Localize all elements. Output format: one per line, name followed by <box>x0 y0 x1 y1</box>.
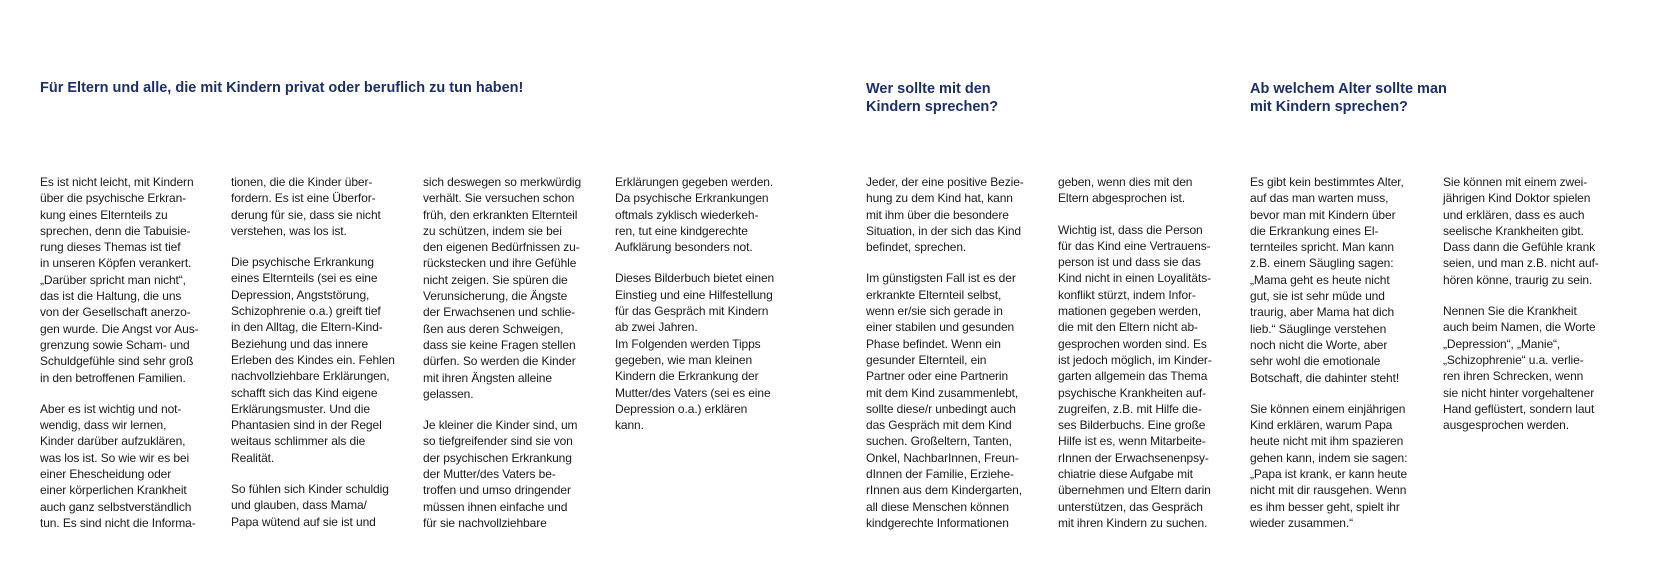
paragraph: Im günstigsten Fall ist es der erkrankte Elternteil selbst, wenn er/sie sich gerade in einer stabilen und gesunden Phase befindet. Wenn ein gesunder Elternteil, ein Partner oder eine Partnerin mit dem Kind zusammenlebt, sollte diese/r unbedingt auch das Gespräch mit dem Kind suchen. Großeltern, Tanten, Onkel, NachbarInnen, Freun- dInnen der Familie, Erziehe- rInnen aus dem Kindergarten, all diese Menschen können kindgerechte Informationen <box>866 271 1022 530</box>
paragraph: Es ist nicht leicht, mit Kindern über die psychische Erkran- kung eines Elternteils zu sprechen, denn die Tabuisie- rung dieses Themas ist tief in unseren Köpfen verankert. „Darüber spricht man nicht“, das ist die Haltung, die uns von der Gesellschaft anerzo- gen wurde. Die Angst vor Aus- grenzung sowie Scham- und Schuldgefühle sind sehr groß in den betroffenen Familien. <box>40 175 199 385</box>
text-column-6 <box>1058 174 1238 546</box>
paragraph: sich deswegen so merkwürdig verhält. Sie versuchen schon früh, den erkrankten Elternteil zu schützen, indem sie bei den eigenen Bedürfnissen zu- rückstecken und ihre Gefühle nicht zeigen. Sie spüren die Verunsicherung, die Ängste der Erwachsenen und schlie- ßen aus deren Schweigen, dass sie keine Fragen stellen dürfen. So werden die Kinder mit ihren Ängsten alleine gelassen. <box>423 175 582 401</box>
paragraph: Erklärungen gegeben werden. Da psychische Erkrankungen oftmals zyklisch wiederkeh- ren, tut eine kindgerechte Aufklärung besonders not. <box>615 175 774 255</box>
paragraph: Jeder, der eine positive Bezie- hung zu dem Kind hat, kann mit ihm über die besondere Situation, in der sich das Kind befindet, sprechen. <box>866 175 1024 255</box>
paragraph: Sie können einem einjährigen Kind erklären, warum Papa heute nicht mit ihm spazieren gehen kann, indem sie sagen: „Papa ist krank, er kann heute nicht mit dir rausgehen. Wenn es ihm besser geht, spielt ihr wieder zusammen.“ <box>1250 401 1408 530</box>
paragraph: Sie können mit einem zwei- jährigen Kind Doktor spielen und erklären, dass es auch seelische Krankheiten gibt. Dass dann die Gefühle krank seien, und man z.B. nicht auf- hören könne, traurig zu sein. <box>1443 175 1599 287</box>
paragraph: Es gibt kein bestimmtes Alter, auf das man warten muss, bevor man mit Kindern über die Erkrankung eines El- ternteiles spricht. Man kann z.B. einem Säugling sagen: „Mama geht es heute nicht gut, sie ist sehr müde und traurig, aber Mama hat dich lieb.“ Säuglinge verstehen noch nicht die Worte, aber sehr wohl die emotionale Botschaft, die dahinter steht! <box>1250 175 1404 385</box>
text-column-8 <box>1443 174 1623 448</box>
paragraph: Die psychische Erkrankung eines Elternteils (sei es eine Depression, Angststörung, Schizophrenie o.a.) greift tief in den Alltag, die Eltern-Kind- Beziehung und das innere Erleben des Kindes ein. Fehlen nachvollziehbare Erklärungen, schafft sich das Kind eigene Erklärungsmuster. Und die Phantasien sind in der Regel weitaus schlimmer als die Realität. <box>231 255 395 465</box>
paragraph: Je kleiner die Kinder sind, um so tiefgreifender sind sie von der psychischen Erkrankung der Mutter/des Vaters be- troffen und umso dringender müssen ihnen einfache und für sie nachvollziehbare <box>423 418 578 530</box>
paragraph: Dieses Bilderbuch bietet einen Einstieg und eine Hilfestellung für das Gespräch mit Kindern ab zwei Jahren. Im Folgenden werden Tipps gegeben, wie man kleinen Kindern die Erkrankung der Mutter/des Vaters (sei es eine Depression o.a.) erklären kann. <box>615 271 775 433</box>
paragraph: Aber es ist wichtig und not- wendig, dass wir lernen, Kinder darüber aufzuklären, was los ist. So wie wir es bei einer Ehescheidung oder einer körperlichen Krankheit auch ganz selbstverständlich tun. Es sind nicht die Informa- <box>40 401 196 530</box>
text-column-3 <box>423 174 598 546</box>
section-heading-who: Wer sollte mit den Kindern sprechen? <box>866 81 999 115</box>
text-column-1 <box>40 174 215 546</box>
text-column-5 <box>866 174 1046 546</box>
paragraph: tionen, die die Kinder über- fordern. Es ist eine Überfor- derung für sie, dass sie nicht verstehen, was los ist. <box>231 175 381 238</box>
paragraph: Wichtig ist, dass die Person für das Kind eine Vertrauens- person ist und dass sie das Kind nicht in einen Loyalitäts- konflikt stürzt, indem Infor- mationen gegeben werden, die mit den Eltern nicht ab- gesprochen worden sind. Es ist jedoch möglich, im Kinder- garten allgemein das Thema psychische Krankheiten auf- zugreifen, z.B. mit Hilfe die- ses Bilderbuchs. Eine große Hilfe ist es, wenn Mitarbeite- rInnen der Erwachsenenpsy- chiatrie diese Aufgabe mit übernehmen und Eltern darin unterstützen, das Gespräch mit ihren Kindern zu suchen. <box>1058 222 1212 530</box>
paragraph: Nennen Sie die Krankheit auch beim Namen, die Worte „Depression“, „Manie“, „Schizophrenie“ u.a. verlie- ren ihren Schrecken, wenn sie nicht hinter vorgehaltener Hand geflüstert, sondern laut ausgesprochen werden. <box>1443 304 1596 433</box>
paragraph: geben, wenn dies mit den Eltern abgesprochen ist. <box>1058 175 1193 206</box>
text-column-2 <box>231 174 406 545</box>
text-column-4 <box>615 174 795 448</box>
page-heading-left: Für Eltern und alle, die mit Kindern privat oder beruflich zu tun haben! <box>40 80 524 96</box>
text-column-7 <box>1250 174 1430 546</box>
section-heading-age: Ab welchem Alter sollte man mit Kindern sprechen? <box>1250 81 1447 115</box>
paragraph: So fühlen sich Kinder schuldig und glauben, dass Mama/ Papa wütend auf sie ist und <box>231 482 389 529</box>
